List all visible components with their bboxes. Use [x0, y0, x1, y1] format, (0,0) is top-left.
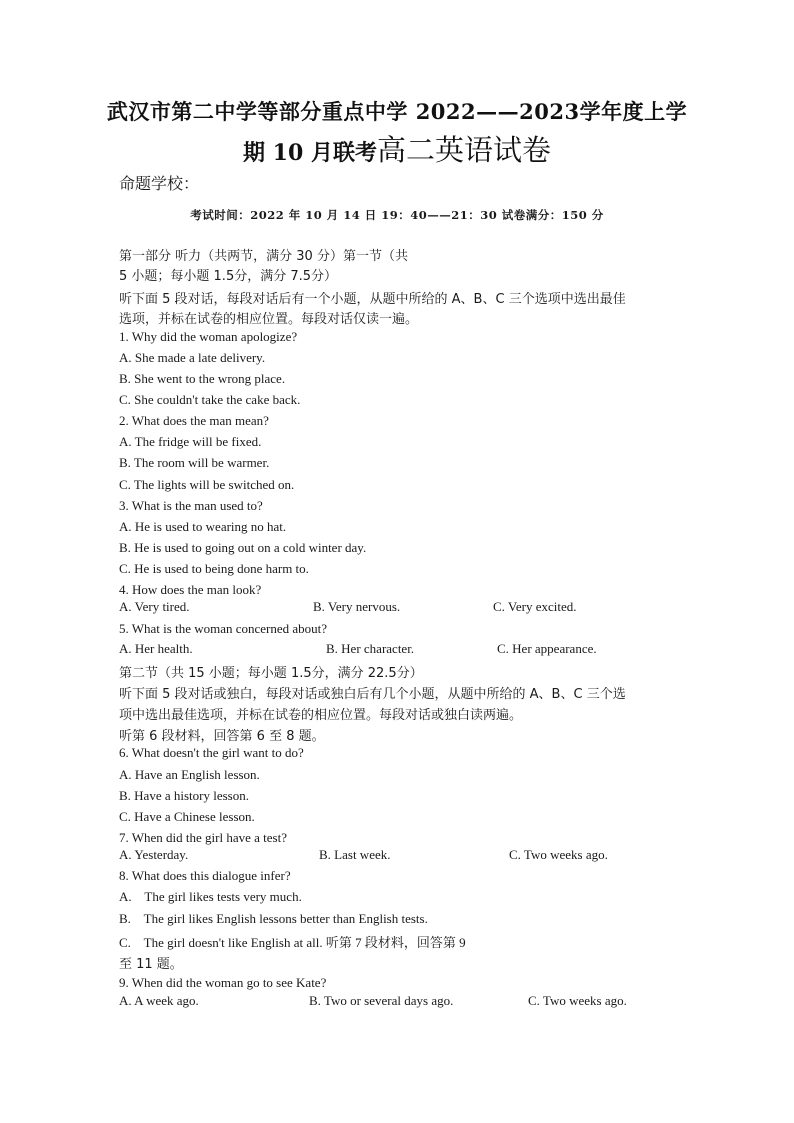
option-c: C. The girl doesn't like English at all. 听第 7 段材料，回答第 9 — [119, 935, 466, 950]
option-b: B. The room will be warmer. — [119, 455, 270, 470]
option-a: A. Very tired. — [119, 599, 190, 614]
option-a: A. Her health. — [119, 641, 193, 656]
part2-instructions-cont: 项中选出最佳选项，并标在试卷的相应位置。每段对话或独白读两遍。 — [119, 708, 523, 723]
part1-instructions: 听下面 5 段对话，每段对话后有一个小题，从题中所给的 A、B、C 三个选项中选出最佳 — [119, 292, 626, 307]
exam-title-prefix: 期 10 月联考 — [243, 140, 377, 166]
question-stem: 7. When did the girl have a test? — [119, 830, 287, 845]
question-stem: 3. What is the man used to? — [119, 498, 263, 513]
material-instruction: 听第 6 段材料，回答第 6 至 8 题。 — [119, 729, 325, 744]
option-c: C. Her appearance. — [497, 641, 597, 656]
question-stem: 6. What doesn't the girl want to do? — [119, 745, 304, 760]
exam-title-line1: 武汉市第二中学等部分重点中学 2022——2023学年度上学 — [106, 99, 688, 124]
option-a: A. Yesterday. — [119, 847, 189, 862]
school-label: 命题学校： — [119, 174, 200, 193]
question-stem: 5. What is the woman concerned about? — [119, 621, 328, 636]
option-b: B. Very nervous. — [313, 599, 401, 614]
part1-heading-cont: 5 小题；每小题 1.5分，满分 7.5分） — [119, 269, 338, 284]
option-b: B. Her character. — [326, 641, 415, 656]
exam-title-subject: 高二英语试卷 — [376, 133, 551, 167]
option-a: A. The fridge will be fixed. — [119, 434, 262, 449]
question-stem: 8. What does this dialogue infer? — [119, 868, 291, 883]
option-b: B. Have a history lesson. — [119, 788, 249, 803]
option-b: B. The girl likes English lessons better than English tests. — [119, 911, 428, 926]
option-a: A. He is used to wearing no hat. — [119, 519, 287, 534]
option-a: A. A week ago. — [119, 993, 199, 1008]
option-c: C. Two weeks ago. — [528, 993, 627, 1008]
exam-title-line2 — [0, 128, 794, 169]
option-b: B. She went to the wrong place. — [119, 371, 286, 386]
option-c: C. Two weeks ago. — [509, 847, 608, 862]
question-stem: 2. What does the man mean? — [119, 413, 269, 428]
option-b: B. Last week. — [319, 847, 391, 862]
part2-heading: 第二节（共 15 小题；每小题 1.5分，满分 22.5分） — [119, 666, 423, 681]
part1-instructions-cont: 选项，并标在试卷的相应位置。每段对话仅读一遍。 — [119, 312, 419, 327]
question-stem: 9. When did the woman go to see Kate? — [119, 975, 327, 990]
option-c: C. He is used to being done harm to. — [119, 561, 309, 576]
question-stem: 1. Why did the woman apologize? — [119, 329, 298, 344]
option-a: A. Have an English lesson. — [119, 767, 260, 782]
material-instruction-cont: 至 11 题。 — [119, 957, 183, 972]
exam-info: 考试时间：2022 年 10 月 14 日 19：40——21：30 试卷满分：150 分 — [190, 208, 604, 222]
option-c: C. She couldn't take the cake back. — [119, 392, 301, 407]
option-c: C. Have a Chinese lesson. — [119, 809, 255, 824]
question-stem: 4. How does the man look? — [119, 582, 262, 597]
part1-heading: 第一部分 听力（共两节，满分 30 分）第一节（共 — [119, 249, 408, 264]
option-c: C. The lights will be switched on. — [119, 477, 295, 492]
option-a: A. The girl likes tests very much. — [119, 889, 302, 904]
option-a: A. She made a late delivery. — [119, 350, 266, 365]
option-b: B. He is used to going out on a cold winter day. — [119, 540, 367, 555]
option-b: B. Two or several days ago. — [309, 993, 454, 1008]
option-c: C. Very excited. — [493, 599, 577, 614]
part2-instructions: 听下面 5 段对话或独白，每段对话或独白后有几个小题，从题中所给的 A、B、C 三个选 — [119, 687, 626, 702]
